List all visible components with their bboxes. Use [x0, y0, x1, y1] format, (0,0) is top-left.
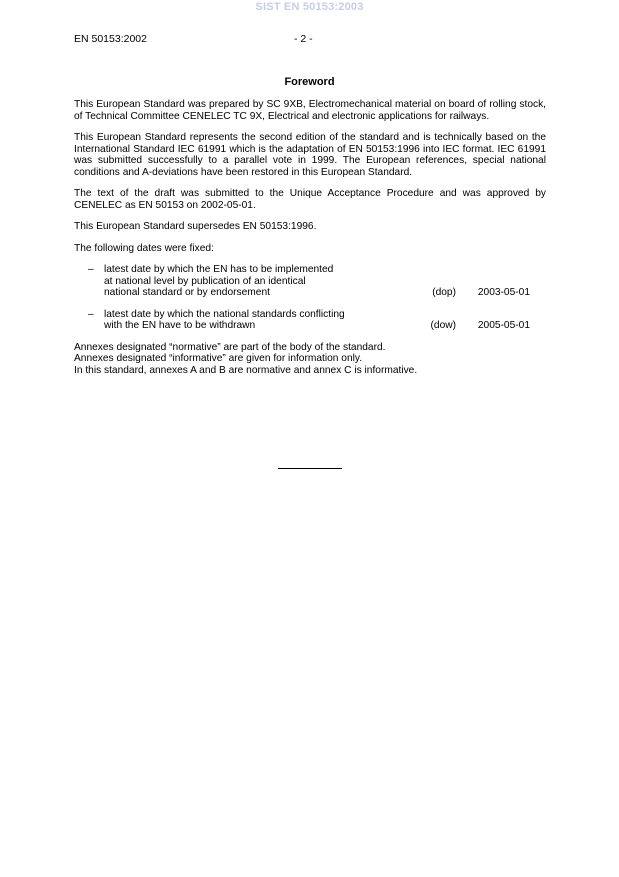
annex-note-assignment: In this standard, annexes A and B are normative and annex C is informative. [74, 364, 418, 376]
watermark: SIST EN 50153:2003 [255, 1, 364, 13]
paragraph-edition: This European Standard represents the second edition of the standard and is technically based on the International Standard IEC 61991 which is the adaptation of EN 50153:1996 into IEC format. IEC 61991 was submitted successfully to a parallel vote in 1999. The European references, special national conditions and A-deviations have been restored in this European Standard. [74, 132, 546, 178]
date-item-line: with the EN have to be withdrawn [104, 320, 256, 331]
annex-note-normative: Annexes designated “normative” are part of the body of the standard. [74, 341, 386, 353]
date-value: 2005-05-01 [477, 320, 530, 331]
paragraph-prepared-by: This European Standard was prepared by SC 9XB, Electromechanical material on board of rolling stock, of Technical Committee CENELEC TC 9X, Electrical and electronic applications for railways. [74, 99, 546, 122]
date-item-line: latest date by which the EN has to be implemented [104, 264, 334, 275]
end-divider [278, 468, 342, 469]
bullet-dash: – [88, 308, 94, 320]
date-item-line: at national level by publication of an identical [104, 275, 306, 287]
document-reference: EN 50153:2002 [74, 33, 147, 45]
date-item-dow [74, 309, 546, 332]
date-item-description [104, 309, 394, 332]
page-number: - 2 - [294, 33, 313, 45]
page-title: Foreword [284, 76, 335, 88]
foreword-body [74, 99, 546, 376]
date-abbreviation: (dop) [432, 287, 456, 298]
date-item-description [104, 264, 394, 299]
date-item-line: latest date by which the national standards conflicting [104, 308, 345, 320]
date-item-line: national standard or by endorsement [104, 287, 270, 298]
annex-notes [74, 342, 546, 377]
date-abbreviation: (dow) [430, 320, 456, 331]
paragraph-supersedes: This European Standard supersedes EN 50153:1996. [74, 221, 317, 232]
date-item-dop [74, 264, 546, 299]
dates-list [74, 264, 546, 332]
paragraph-approval: The text of the draft was submitted to the Unique Acceptance Procedure and was approved by CENELEC as EN 50153 on 2002-05-01. [74, 188, 546, 211]
bullet-dash: – [88, 264, 94, 275]
annex-note-informative: Annexes designated “informative” are given for information only. [74, 353, 363, 364]
date-value: 2003-05-01 [477, 287, 530, 298]
paragraph-dates-intro: The following dates were fixed: [74, 242, 214, 254]
